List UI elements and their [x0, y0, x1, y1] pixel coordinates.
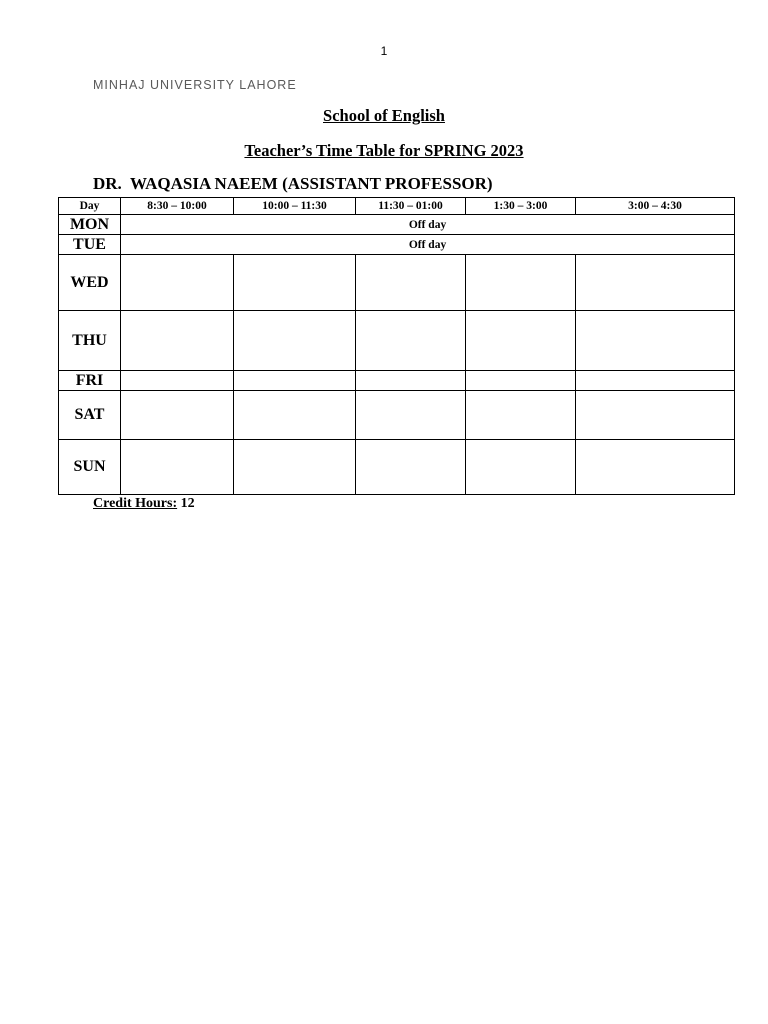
day-label: THU	[59, 311, 121, 371]
slot-cell	[356, 440, 466, 495]
slot-cell	[466, 255, 576, 311]
slot-cell	[234, 311, 356, 371]
off-day-cell: Off day	[121, 235, 735, 255]
row-sat	[59, 391, 735, 440]
day-label: WED	[59, 255, 121, 311]
slot-cell	[466, 371, 576, 391]
school-title: School of English	[323, 106, 445, 125]
slot-cell	[466, 311, 576, 371]
day-label: FRI	[59, 371, 121, 391]
slot-cell	[576, 440, 735, 495]
page-number: 1	[380, 44, 388, 58]
slot-cell	[234, 255, 356, 311]
slot-cell	[356, 391, 466, 440]
slot-cell	[466, 391, 576, 440]
teacher-name: DR. WAQASIA NAEEM (ASSISTANT PROFESSOR)	[93, 174, 493, 193]
day-label: MON	[59, 215, 121, 235]
slot-cell	[356, 255, 466, 311]
slot-cell	[234, 391, 356, 440]
row-thu	[59, 311, 735, 371]
credit-hours-value: 12	[180, 496, 195, 511]
row-wed	[59, 255, 735, 311]
row-tue	[59, 235, 735, 255]
slot-cell	[576, 371, 735, 391]
slot-cell	[234, 440, 356, 495]
slot-cell	[356, 311, 466, 371]
slot-header: 1:30 – 3:00	[466, 198, 576, 215]
slot-cell	[576, 391, 735, 440]
day-label: TUE	[59, 235, 121, 255]
slot-cell	[121, 371, 234, 391]
row-mon	[59, 215, 735, 235]
timetable-title: Teacher’s Time Table for SPRING 2023	[244, 141, 524, 160]
row-fri	[59, 371, 735, 391]
credit-hours	[93, 496, 195, 512]
slot-cell	[234, 371, 356, 391]
off-day-cell: Off day	[121, 215, 735, 235]
credit-hours-label: Credit Hours:	[93, 496, 178, 511]
day-label: SUN	[59, 440, 121, 495]
slot-cell	[356, 371, 466, 391]
slot-cell	[576, 255, 735, 311]
slot-cell	[121, 311, 234, 371]
timetable	[58, 197, 735, 495]
slot-header: 8:30 – 10:00	[121, 198, 234, 215]
slot-cell	[121, 255, 234, 311]
institution-header: MINHAJ UNIVERSITY LAHORE	[93, 78, 297, 92]
row-sun	[59, 440, 735, 495]
slot-cell	[466, 440, 576, 495]
day-label: SAT	[59, 391, 121, 440]
slot-cell	[121, 440, 234, 495]
slot-cell	[576, 311, 735, 371]
slot-header: 3:00 – 4:30	[576, 198, 735, 215]
slot-header: 10:00 – 11:30	[234, 198, 356, 215]
slot-header: 11:30 – 01:00	[356, 198, 466, 215]
header-row	[59, 198, 735, 215]
day-column-header: Day	[59, 198, 121, 215]
slot-cell	[121, 391, 234, 440]
